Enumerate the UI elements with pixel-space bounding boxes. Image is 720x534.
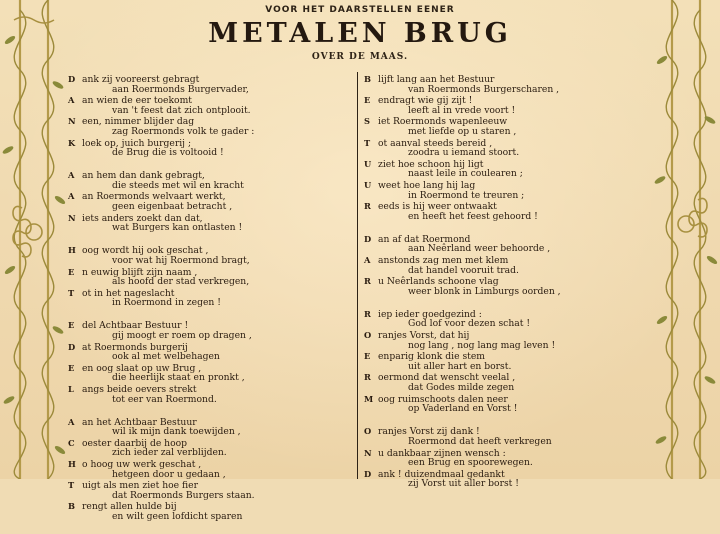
- line-text: van 't feest dat zich ontplooit.: [112, 104, 251, 116]
- line-text: angs beide oevers strekt: [82, 383, 197, 395]
- acrostic-letter: A: [68, 416, 75, 427]
- stanza: [364, 309, 649, 415]
- line-text: op Vaderland en Vorst !: [408, 403, 518, 415]
- line-text: en heeft het feest gehoord !: [408, 210, 538, 222]
- poem-line: [68, 352, 353, 363]
- poem-line: [364, 404, 649, 415]
- line-text: zag Roermonds volk te gader :: [112, 125, 255, 137]
- acrostic-letter: U: [364, 179, 372, 190]
- poem-line: [68, 395, 353, 406]
- line-text: tot eer van Roermond.: [112, 393, 217, 405]
- poem-line: [68, 148, 353, 159]
- line-text: aan Neêrland weer behoorde ,: [408, 243, 551, 255]
- poem-line: [68, 277, 353, 288]
- stanza: [68, 320, 353, 405]
- line-text: lijft lang aan het Bestuur: [378, 74, 495, 85]
- page-title: METALEN BRUG: [208, 18, 512, 49]
- line-text: gij moogt er roem op dragen ,: [112, 329, 252, 341]
- line-text: geen eigenbaat betracht ,: [112, 201, 233, 213]
- poem-line: [364, 148, 649, 159]
- line-text: naast leile in coulearen ;: [408, 168, 523, 180]
- line-text: uit aller hart en borst.: [408, 360, 512, 372]
- line-text: nog lang , nog lang mag leven !: [408, 339, 556, 351]
- poem-line: [364, 319, 649, 330]
- poem-line: [68, 85, 353, 96]
- stanza: [68, 170, 353, 234]
- acrostic-letter: H: [68, 459, 76, 469]
- line-text: zoodra u iemand stoort.: [408, 147, 520, 159]
- acrostic-letter: N: [364, 447, 372, 458]
- column-divider: [357, 72, 358, 479]
- acrostic-letter: B: [364, 74, 372, 84]
- poem-line: [364, 287, 649, 298]
- line-text: weet hoe lang hij lag: [378, 179, 476, 191]
- line-text: an af dat Roermond: [378, 233, 471, 245]
- line-text: ank zij vooreerst gebragt: [82, 74, 200, 85]
- stanza: [364, 426, 649, 490]
- line-text: iets anders zoekt dan dat,: [82, 212, 203, 224]
- poem-line: [364, 362, 649, 373]
- acrostic-letter: H: [68, 245, 76, 256]
- line-text: zich ieder zal verblijden.: [112, 447, 227, 459]
- poem-line: [364, 341, 649, 352]
- acrostic-letter: D: [68, 341, 76, 352]
- line-text: an hem dan dank gebragt,: [82, 170, 205, 182]
- acrostic-letter: U: [364, 158, 372, 169]
- acrostic-letter: A: [68, 170, 75, 181]
- poem-line: [364, 266, 649, 277]
- acrostic-letter: E: [68, 266, 75, 277]
- acrostic-letter: D: [364, 233, 372, 244]
- poem-line: [68, 448, 353, 459]
- stanza: [364, 74, 649, 222]
- poem-line: [68, 256, 353, 267]
- acrostic-letter: E: [68, 362, 75, 373]
- acrostic-letter: S: [364, 116, 370, 127]
- acrostic-letter: A: [68, 191, 75, 202]
- poem-line: [364, 106, 649, 117]
- line-text: dat handel vooruit trad.: [408, 264, 519, 276]
- acrostic-letter: D: [68, 74, 76, 84]
- acrostic-letter: K: [68, 137, 76, 148]
- line-text: oermond dat wenscht veelal ,: [378, 372, 516, 384]
- acrostic-letter: L: [68, 383, 74, 394]
- poem-line: [364, 479, 649, 490]
- acrostic-letter: N: [68, 212, 76, 223]
- stanza: [364, 234, 649, 298]
- acrostic-letter: E: [364, 95, 371, 106]
- left-poem-column: [68, 74, 353, 534]
- line-text: oester daarbij de hoop: [82, 437, 188, 449]
- line-text: dat Roermonds Burgers staan.: [112, 489, 255, 501]
- poem-line: [364, 191, 649, 202]
- acrostic-letter: M: [364, 393, 374, 404]
- line-text: hetgeen door u gedaan ,: [112, 468, 226, 480]
- acrostic-letter: R: [364, 308, 371, 319]
- line-text: loek op, juich burgerij ;: [82, 137, 192, 149]
- line-text: rengt allen hulde bij: [82, 501, 177, 513]
- poem-line: [364, 212, 649, 223]
- poem-line: [68, 298, 353, 309]
- line-text: en wilt geen lofdicht sparen: [112, 510, 243, 522]
- acrostic-letter: E: [364, 351, 371, 362]
- line-text: iep ieder goedgezind :: [378, 308, 482, 320]
- line-text: een, nimmer blijder dag: [82, 116, 195, 128]
- line-text: met liefde op u staren ,: [408, 125, 517, 137]
- line-text: ranjes Vorst, dat hij: [378, 330, 470, 342]
- right-floral-border: [650, 0, 720, 479]
- poem-line: [68, 331, 353, 342]
- line-text: u dankbaar zijnen wensch :: [378, 447, 506, 459]
- line-text: n euwig blijft zijn naam ,: [82, 266, 198, 278]
- line-text: in Roermond te treuren ;: [408, 189, 525, 201]
- line-text: oog ruimschoots dalen neer: [378, 393, 508, 405]
- acrostic-letter: O: [364, 426, 372, 437]
- line-text: leeft al in vrede voort !: [408, 104, 516, 116]
- line-text: an het Achtbaar Bestuur: [82, 416, 197, 428]
- poem-line: [364, 244, 649, 255]
- acrostic-letter: A: [364, 255, 371, 265]
- line-text: dat Godes milde zegen: [408, 382, 515, 394]
- acrostic-letter: R: [364, 201, 371, 212]
- line-text: an Roermonds welvaart werkt,: [82, 191, 226, 203]
- acrostic-letter: R: [364, 276, 371, 287]
- line-text: een Brug en spoorewegen.: [408, 457, 533, 469]
- acrostic-letter: T: [68, 287, 75, 298]
- acrostic-letter: T: [364, 137, 371, 148]
- line-text: uigt als men ziet hoe fier: [82, 480, 198, 492]
- line-text: enparig klonk die stem: [378, 351, 486, 363]
- header-line: VOOR HET DAARSTELLEN EENER: [265, 5, 455, 15]
- line-text: del Achtbaar Bestuur !: [82, 320, 189, 332]
- poem-line: [68, 512, 353, 523]
- poem-line: [68, 491, 353, 502]
- line-text: die steeds met wil en kracht: [112, 179, 244, 191]
- stanza: [68, 74, 353, 159]
- line-text: aan Roermonds Burgervader,: [112, 83, 249, 95]
- line-text: ank ! duizendmaal gedankt: [378, 468, 505, 480]
- acrostic-letter: D: [364, 468, 372, 479]
- poem-line: [68, 181, 353, 192]
- acrostic-letter: O: [364, 330, 372, 341]
- header-subtitle: OVER DE MAAS.: [311, 52, 409, 62]
- poem-line: [364, 127, 649, 138]
- poem-line: [68, 127, 353, 138]
- poem-line: [364, 169, 649, 180]
- line-text: endragt wie gij zijt !: [378, 95, 473, 107]
- line-text: wil ik mijn dank toewijden ,: [112, 426, 241, 438]
- acrostic-letter: B: [68, 501, 76, 512]
- line-text: van Roermonds Burgerscharen ,: [408, 83, 560, 95]
- acrostic-letter: N: [68, 116, 76, 127]
- line-text: zij Vorst uit aller borst !: [408, 478, 519, 490]
- line-text: ranjes Vorst zij dank !: [378, 426, 480, 438]
- acrostic-letter: A: [68, 95, 75, 106]
- line-text: wat Burgers kan ontlasten !: [112, 222, 243, 234]
- left-floral-border: [0, 0, 70, 479]
- line-text: in Roermond in zegen !: [112, 297, 221, 309]
- line-text: eeds is hij weer ontwaakt: [378, 201, 497, 213]
- poem-line: [68, 427, 353, 438]
- stanza: [68, 245, 353, 309]
- acrostic-letter: C: [68, 437, 75, 448]
- line-text: anstonds zag men met klem: [378, 255, 509, 266]
- poem-line: [68, 223, 353, 234]
- line-text: ot aanval steeds bereid ,: [378, 137, 493, 149]
- acrostic-letter: E: [68, 320, 75, 331]
- line-text: en oog slaat op uw Brug ,: [82, 362, 202, 374]
- poem-line: [68, 106, 353, 117]
- line-text: God lof voor dezen schat !: [408, 318, 531, 330]
- line-text: iet Roermonds wapenleeuw: [378, 116, 508, 128]
- poem-line: [364, 458, 649, 469]
- poem-line: [68, 373, 353, 384]
- line-text: ook al met welbehagen: [112, 351, 220, 363]
- line-text: voor wat hij Roermond bragt,: [112, 254, 250, 266]
- poem-line: [364, 437, 649, 448]
- poem-line: [364, 85, 649, 96]
- poem-line: [364, 383, 649, 394]
- poem-line: [68, 202, 353, 213]
- acrostic-letter: R: [364, 372, 371, 383]
- line-text: at Roermonds burgerij: [82, 341, 188, 353]
- line-text: u Neêrlands schoone vlag: [378, 276, 499, 288]
- acrostic-letter: T: [68, 480, 75, 491]
- line-text: ot in het nageslacht: [82, 287, 175, 299]
- line-text: die heerlijk staat en pronkt ,: [112, 372, 245, 384]
- right-poem-column: [364, 74, 649, 501]
- line-text: o hoog uw werk geschat ,: [82, 459, 202, 470]
- line-text: oog wordt hij ook geschat ,: [82, 245, 209, 257]
- line-text: de Brug die is voltooid !: [112, 147, 224, 159]
- line-text: ziet hoe schoon hij ligt: [378, 158, 484, 170]
- line-text: Roermond dat heeft verkregen: [408, 435, 552, 447]
- line-text: weer blonk in Limburgs oorden ,: [408, 285, 561, 297]
- line-text: als hoofd der stad verkregen,: [112, 276, 250, 288]
- stanza: [68, 417, 353, 523]
- line-text: an wien de eer toekomt: [82, 95, 192, 107]
